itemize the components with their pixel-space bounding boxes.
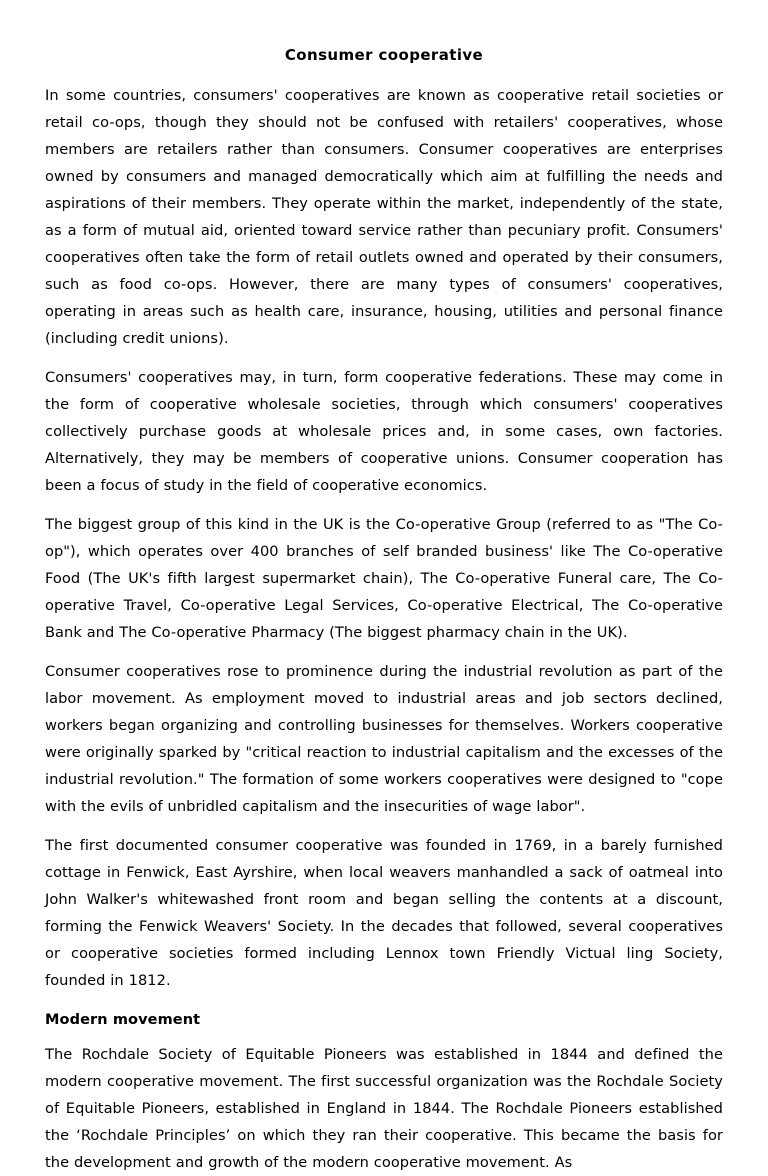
paragraph-first-documented: The first documented consumer cooperative was founded in 1769, in a barely furnished cottage in Fenwick, East Ayrshire, when local weavers manhandled a sack of oatmeal into John Walker's whitewashed front room and began selling the contents at a discount, forming the Fenwick Weavers' Society. In the decades that followed, several cooperatives or cooperative societies formed including Lennox town Friendly Victual ling Society, founded in 1812. [45,837,723,989]
page-title: Consumer cooperative [284,46,484,64]
paragraph-industrial-revolution: Consumer cooperatives rose to prominence during the industrial revolution as part of the labor movement. As employment moved to industrial areas and job sectors declined, workers began organizing and controlling businesses for themselves. Workers cooperative were originally sparked by "critical reaction to industrial capitalism and the excesses of the industrial revolution." The formation of some workers cooperatives were designed to "cope with the evils of unbridled capitalism and the insecurities of wage labor". [45,663,723,815]
paragraph-uk-group: The biggest group of this kind in the UK is the Co-operative Group (referred to as "The Co-op"), which operates over 400 branches of self branded business' like The Co-operative Food (The UK's fifth largest supermarket chain), The Co-operative Funeral care, The Co-operative Travel, Co-operative Legal Services, Co-operative Electrical, The Co-operative Bank and The Co-operative Pharmacy (The biggest pharmacy chain in the UK). [45,516,723,641]
paragraph-intro: In some countries, consumers' cooperatives are known as cooperative retail societies or retail co-ops, though they should not be confused with retailers' cooperatives, whose members are retailers rather than consumers. Consumer cooperatives are enterprises owned by consumers and managed democratically which aim at fulfilling the needs and aspirations of their members. They operate within the market, independently of the state, as a form of mutual aid, oriented toward service rather than pecuniary profit. Consumers' cooperatives often take the form of retail outlets owned and operated by their consumers, such as food co-ops. However, there are many types of consumers' cooperatives, operating in areas such as health care, insurance, housing, utilities and personal finance (including credit unions). [45,87,723,347]
heading-modern-movement: Modern movement [45,1012,201,1028]
paragraph-federations: Consumers' cooperatives may, in turn, form cooperative federations. These may come in the form of cooperative wholesale societies, through which consumers' cooperatives collectively purchase goods at wholesale prices and, in some cases, own factories. Alternatively, they may be members of cooperative unions. Consumer cooperation has been a focus of study in the field of cooperative economics. [45,369,723,494]
paragraph-rochdale: The Rochdale Society of Equitable Pioneers was established in 1844 and defined the modern cooperative movement. The first successful organization was the Rochdale Society of Equitable Pioneers, established in England in 1844. The Rochdale Pioneers established the ‘Rochdale Principles’ on which they ran their cooperative. This became the basis for the development and growth of the modern cooperative movement. As [45,1045,723,1171]
